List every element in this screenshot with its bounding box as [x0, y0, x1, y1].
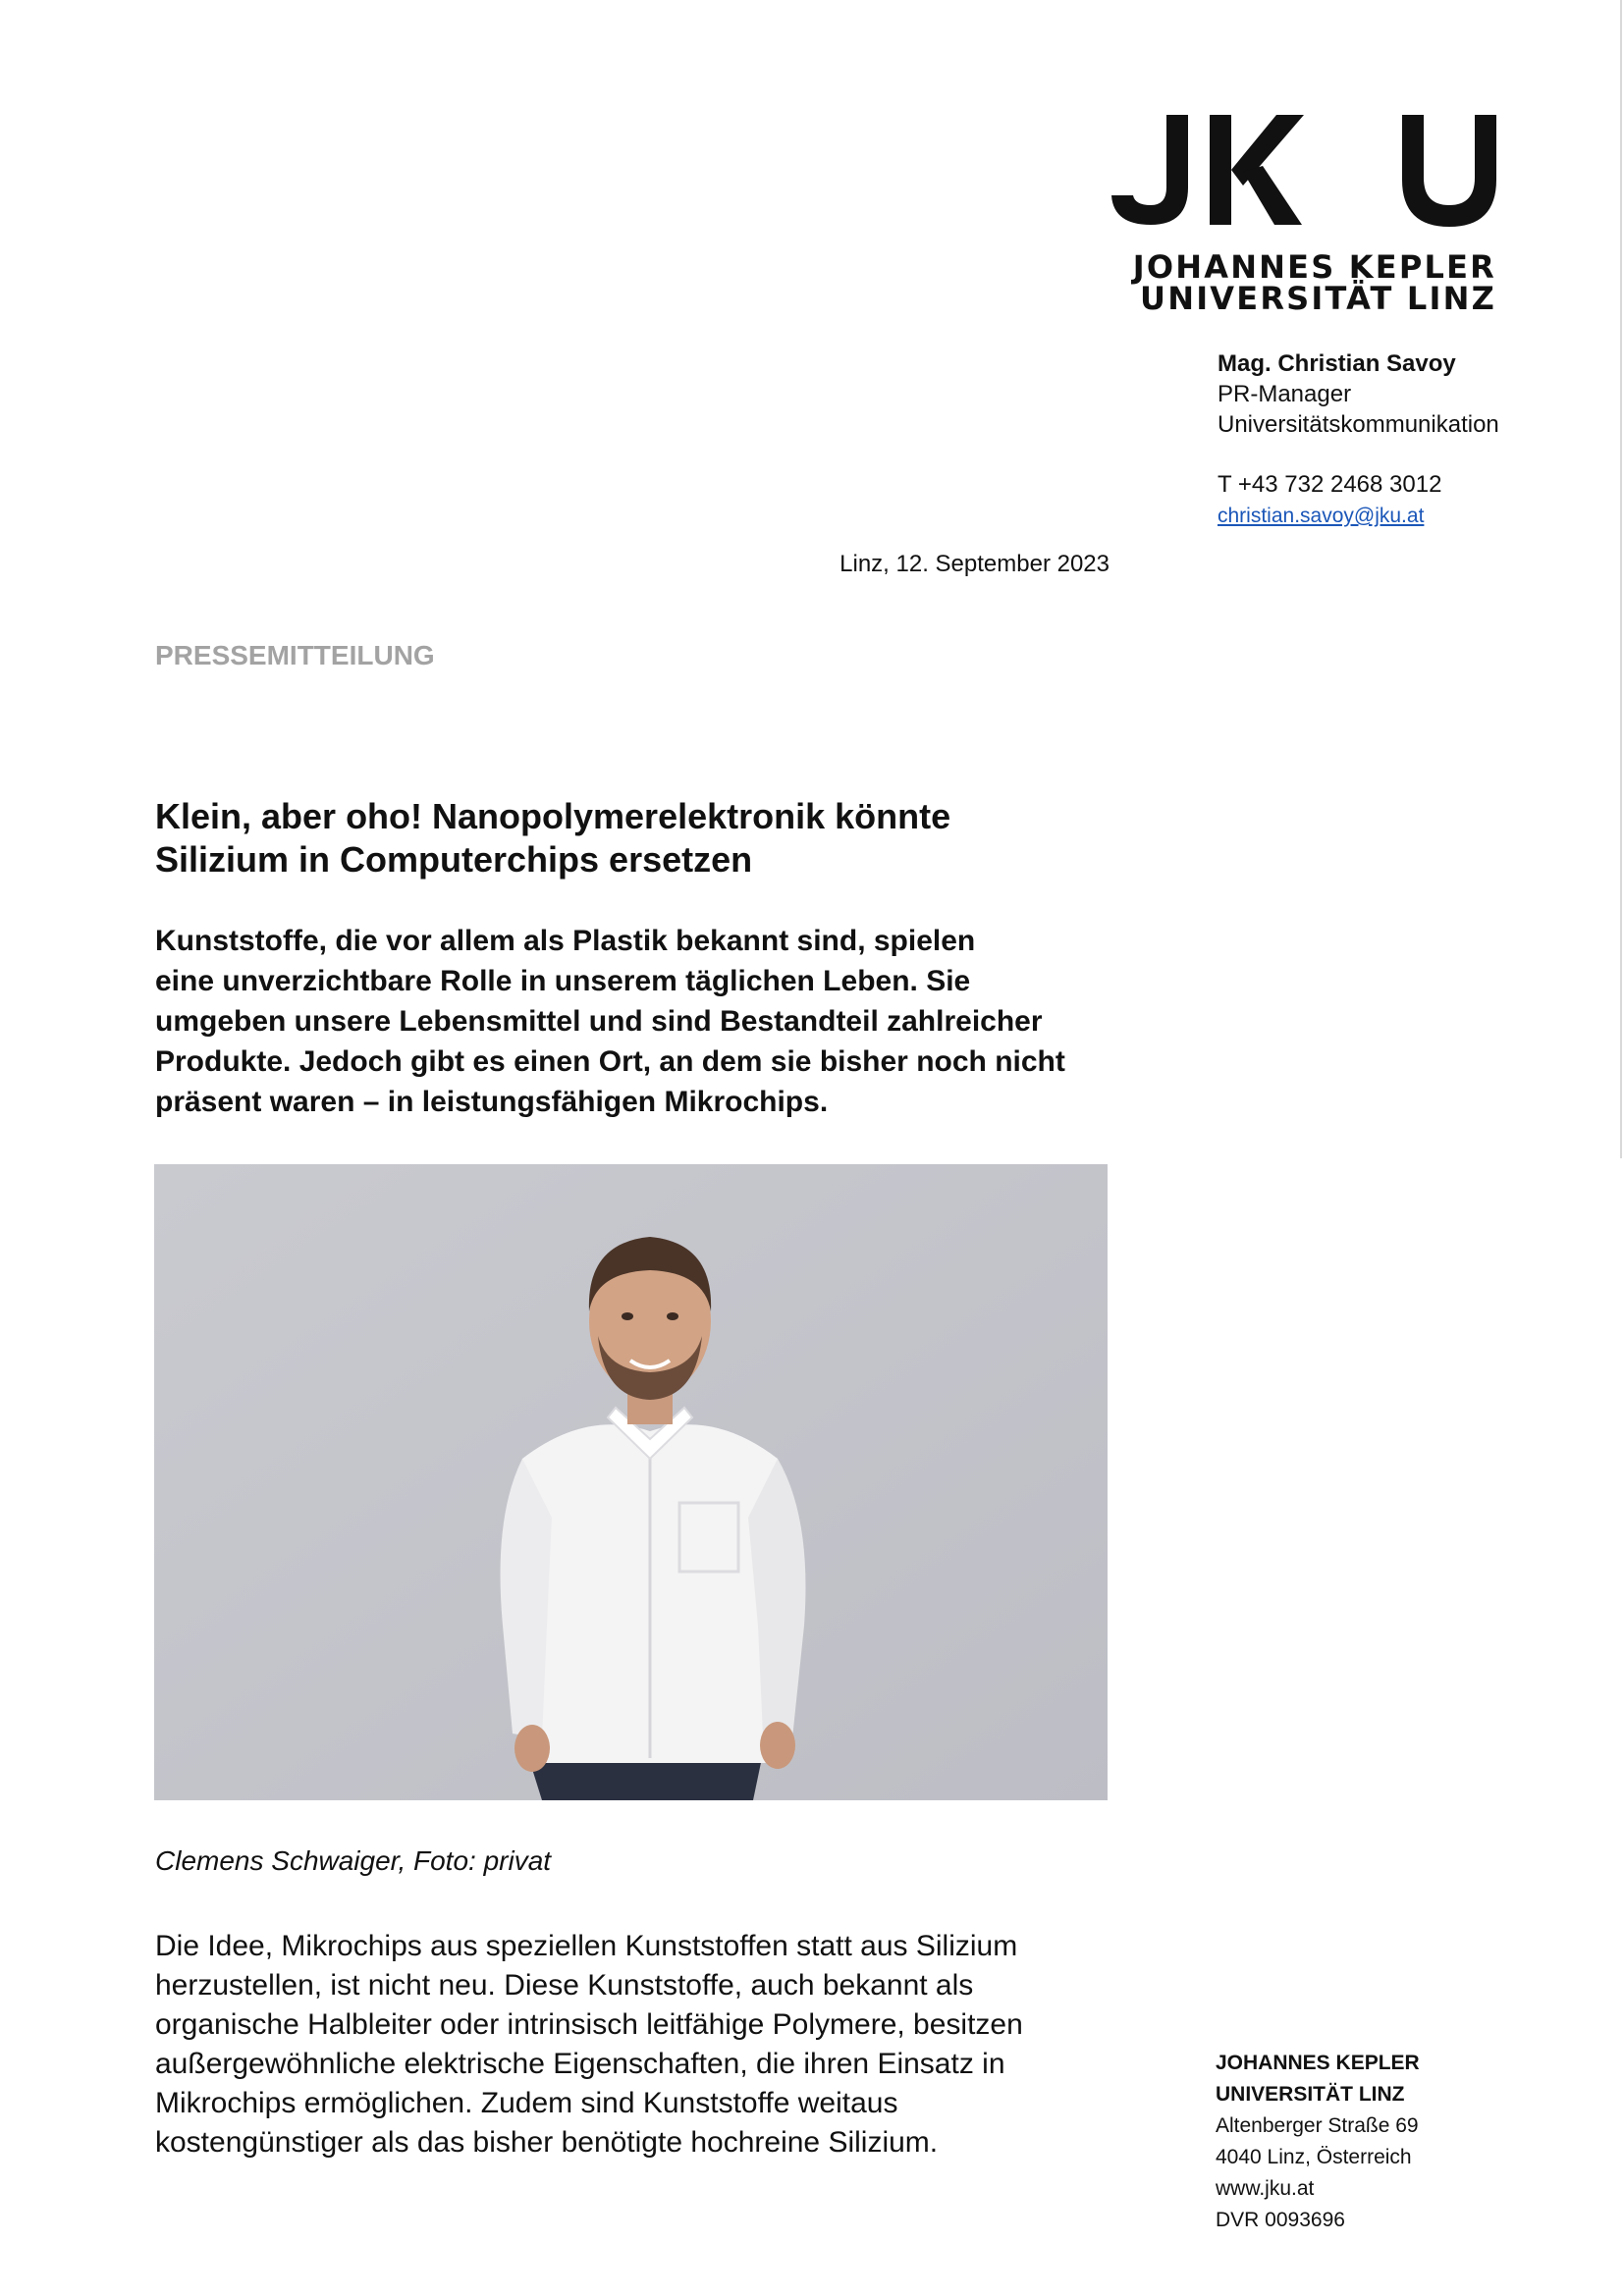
- lead-line: präsent waren – in leistungsfähigen Mikrochips.: [155, 1086, 829, 1118]
- contact-block: [1218, 348, 1610, 531]
- footer-address: [1216, 2048, 1589, 2236]
- press-release-label: PRESSEMITTEILUNG: [155, 640, 435, 670]
- jku-monogram-icon: [1108, 111, 1496, 227]
- person-illustration: [154, 1164, 1108, 1800]
- lead-line: Kunststoffe, die vor allem als Plastik bekannt sind, spielen: [155, 925, 976, 957]
- lead-line: eine unverzichtbare Rolle in unserem täglichen Leben. Sie: [155, 965, 971, 997]
- photo-caption: Clemens Schwaiger, Foto: privat: [155, 1845, 552, 1876]
- footer-dvr: DVR 0093696: [1216, 2209, 1345, 2231]
- document-date: Linz, 12. September 2023: [839, 551, 1110, 577]
- contact-phone: T +43 732 2468 3012: [1218, 471, 1442, 498]
- headline-line: Silizium in Computerchips ersetzen: [155, 839, 753, 880]
- footer-org-line-2: UNIVERSITÄT LINZ: [1216, 2083, 1405, 2106]
- body-line: organische Halbleiter oder intrinsisch leitfähige Polymere, besitzen: [155, 2008, 1023, 2041]
- footer-street: Altenberger Straße 69: [1216, 2114, 1419, 2137]
- body-line: Die Idee, Mikrochips aus speziellen Kunststoffen statt aus Silizium: [155, 1930, 1018, 1962]
- body-paragraph: [155, 1927, 1127, 2163]
- page-edge: [1620, 0, 1622, 1158]
- body-line: außergewöhnliche elektrische Eigenschaften, die ihren Einsatz in: [155, 2048, 1005, 2080]
- logo-line-2: UNIVERSITÄT LINZ: [1140, 280, 1496, 317]
- lead-line: Produkte. Jedoch gibt es einen Ort, an dem sie bisher noch nicht: [155, 1045, 1065, 1078]
- headline: [155, 795, 1137, 881]
- headline-line: Klein, aber oho! Nanopolymerelektronik könnte: [155, 796, 951, 836]
- body-line: kostengünstiger als das bisher benötigte hochreine Silizium.: [155, 2126, 939, 2159]
- logo-line-1: JOHANNES KEPLER: [1132, 248, 1496, 286]
- contact-department: Universitätskommunikation: [1218, 411, 1499, 438]
- body-line: herzustellen, ist nicht neu. Diese Kunststoffe, auch bekannt als: [155, 1969, 974, 2002]
- footer-web: www.jku.at: [1216, 2177, 1315, 2200]
- lead-paragraph: [155, 921, 1127, 1122]
- body-line: Mikrochips ermöglichen. Zudem sind Kunststoffe weitaus: [155, 2087, 898, 2119]
- contact-name: Mag. Christian Savoy: [1218, 350, 1456, 377]
- portrait-photo: [154, 1164, 1108, 1800]
- contact-email-link[interactable]: christian.savoy@jku.at: [1218, 505, 1425, 527]
- jku-logo: [1108, 111, 1496, 317]
- footer-org-line-1: JOHANNES KEPLER: [1216, 2052, 1420, 2074]
- lead-line: umgeben unsere Lebensmittel und sind Bestandteil zahlreicher: [155, 1005, 1043, 1038]
- contact-role: PR-Manager: [1218, 381, 1352, 407]
- footer-city: 4040 Linz, Österreich: [1216, 2146, 1412, 2168]
